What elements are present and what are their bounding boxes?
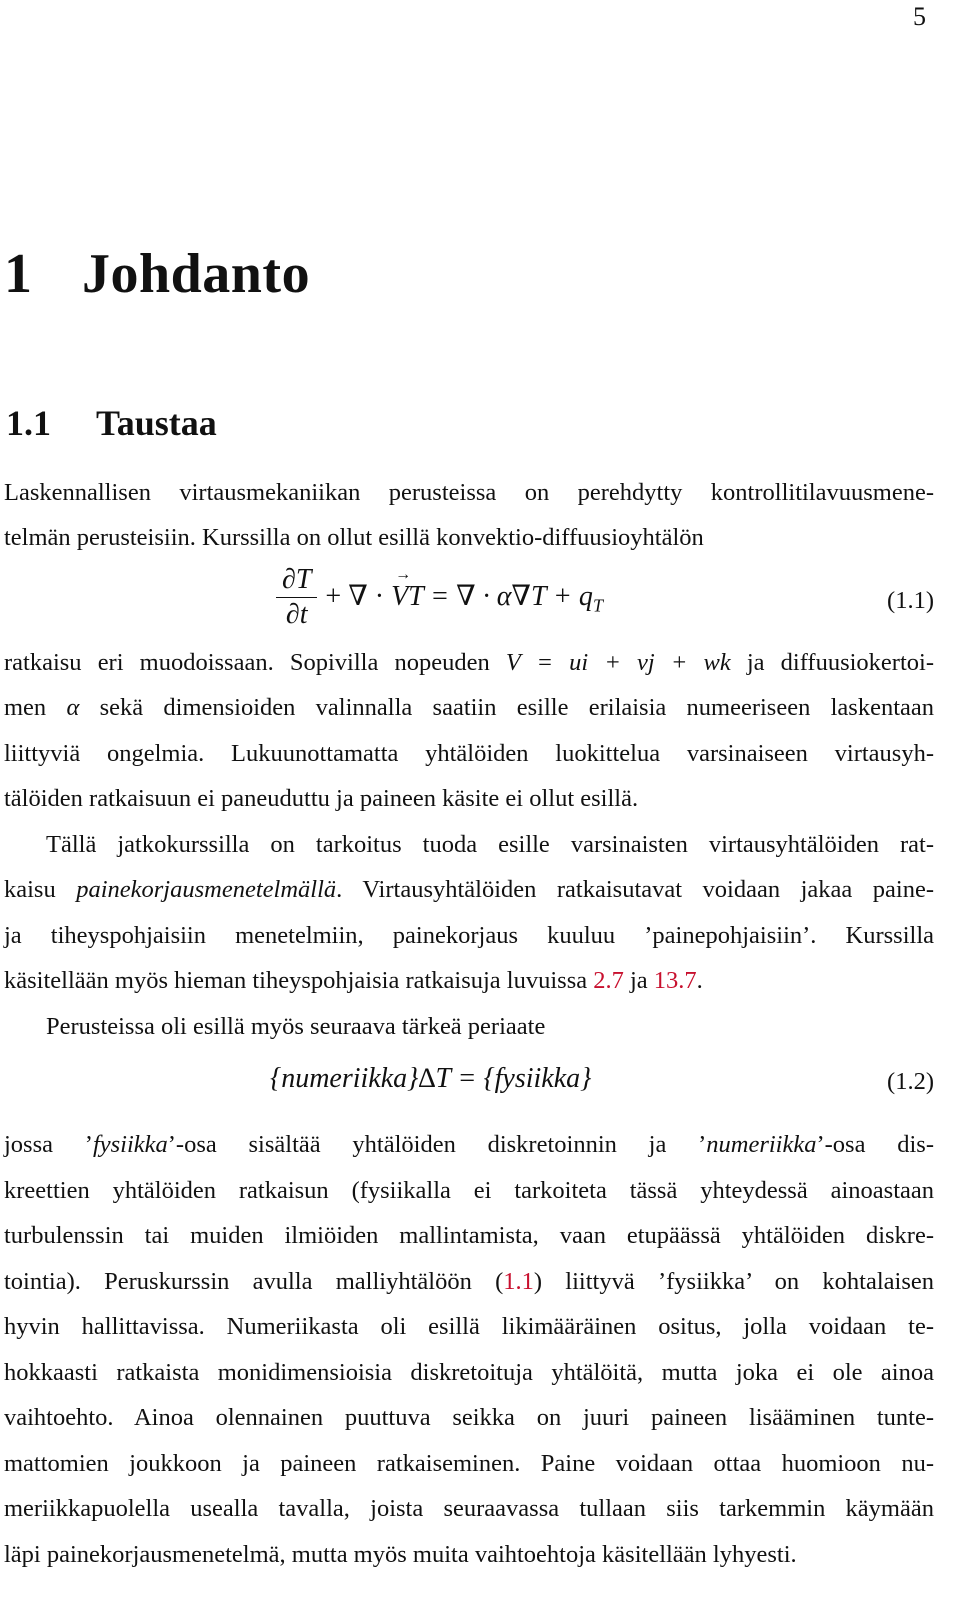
paragraph-line: kreettien yhtälöiden ratkaisun (fysiikalla ei tarkoiteta tässä yhteydessä ainoastaan	[4, 1177, 934, 1204]
equation-ref-link[interactable]: 1.1	[503, 1268, 534, 1295]
math-term: numeriikka	[706, 1131, 817, 1158]
alpha-symbol: α	[66, 694, 80, 721]
text-segment: ja diffuusiokertoi-	[730, 649, 934, 676]
paragraph-line: läpi painekorjausmenetelmä, mutta myös muita vaihtoehtoja käsitellään lyhyesti.	[4, 1541, 797, 1568]
paragraph-line: ja tiheyspohjaisiin menetelmiin, painekorjaus kuuluu ’painepohjaisiin’. Kurssilla	[4, 922, 934, 949]
section-title	[6, 402, 217, 444]
paragraph-line	[4, 1267, 934, 1297]
paragraph-line	[4, 648, 934, 678]
section-title-text: Taustaa	[96, 403, 217, 443]
paragraph-line: meriikkapuolella usealla tavalla, joista seuraavassa tullaan siis tarkemmin käymään	[4, 1495, 934, 1522]
text-segment: ’-osa dis-	[816, 1131, 934, 1158]
text-segment: ratkaisu eri muodoissaan. Sopivilla nopeuden	[4, 649, 506, 676]
equation-1-subscript: T	[592, 595, 603, 616]
text-segment: ) liittyvä ’fysiikka’ on kohtalaisen	[533, 1268, 934, 1295]
text-segment: kaisu	[4, 876, 77, 903]
equation-1-number: (1.1)	[887, 587, 934, 614]
paragraph-line: hokkaasti ratkaista monidimensioisia diskretoituja yhtälöitä, mutta joka ei ole ainoa	[4, 1359, 934, 1386]
fraction-denominator: ∂t	[285, 599, 308, 630]
text-segment: tointia). Peruskurssin avulla malliyhtälöön (	[4, 1268, 504, 1295]
text-segment: sekä dimensioiden valinnalla saatiin esille erilaisia numeeriseen laskentaan	[79, 694, 934, 721]
text-segment: käsitellään myös hieman tiheyspohjaisia ratkaisuja luvuissa	[4, 967, 594, 994]
nabla-operator: + ∇ ·	[325, 580, 392, 612]
paragraph-line	[4, 693, 934, 723]
paragraph-line	[4, 875, 934, 905]
math-term: fysiikka	[92, 1131, 168, 1158]
equation-2: {numeriikka}∆T = {fysiikka}	[270, 1063, 592, 1094]
equation-1	[276, 565, 603, 637]
paragraph-line: mattomien joukkoon ja paineen ratkaiseminen. Paine voidaan ottaa huomioon nu-	[4, 1450, 934, 1477]
fraction-numerator: ∂T	[276, 565, 317, 598]
text-segment: ja	[623, 967, 654, 994]
section-number: 1.1	[6, 403, 51, 443]
paragraph-line: liittyviä ongelmia. Lukuunottamatta yhtälöiden luokittelua varsinaiseen virtausyh-	[4, 740, 934, 767]
paragraph-line	[4, 1130, 934, 1160]
equation-1-rhs	[325, 579, 603, 617]
paragraph-line: vaihtoehto. Ainoa olennainen puuttuva seikka on juuri paineen lisääminen tunte-	[4, 1404, 934, 1431]
chapter-number: 1	[4, 243, 33, 305]
text-segment: ’-osa sisältää yhtälöiden diskretoinnin ja ’	[167, 1131, 707, 1158]
paragraph-line: Perusteissa oli esillä myös seuraava tärkeä periaate	[46, 1013, 546, 1040]
text-segment: . Virtausyhtälöiden ratkaisutavat voidaan jakaa paine-	[336, 876, 934, 903]
section-ref-link[interactable]: 13.7	[653, 967, 697, 994]
equation-2-number: (1.2)	[887, 1068, 934, 1095]
velocity-vector-math: V = ui + vj + wk	[505, 649, 731, 676]
paragraph-line: telmän perusteisiin. Kurssilla on ollut esillä konvektio-diffuusioyhtälön	[4, 524, 704, 551]
chapter-title	[4, 242, 310, 306]
text-segment: men	[4, 694, 67, 721]
emphasis-text: painekorjausmenetelmällä	[76, 876, 337, 903]
page-number: 5	[913, 2, 926, 31]
paragraph-line: Tällä jatkokurssilla on tarkoitus tuoda esille varsinaisten virtausyhtälöiden rat-	[46, 831, 934, 858]
text-segment: jossa ’	[4, 1131, 93, 1158]
paragraph-line: Laskennallisen virtausmekaniikan perusteissa on perehdytty kontrollitilavuusmene-	[4, 479, 934, 506]
equation-1-body: T = ∇ · α∇T + q	[408, 580, 593, 612]
chapter-title-text: Johdanto	[82, 243, 311, 305]
section-ref-link[interactable]: 2.7	[593, 967, 624, 994]
partial-fraction	[276, 565, 317, 630]
vector-v: → V	[391, 581, 408, 613]
paragraph-line: turbulenssin tai muiden ilmiöiden mallintamista, vaan etupäässä yhtälöiden diskre-	[4, 1222, 934, 1249]
paragraph-line: tälöiden ratkaisuun ei paneuduttu ja paineen käsite ei ollut esillä.	[4, 785, 639, 812]
paragraph-line: hyvin hallittavissa. Numeriikasta oli esillä likimääräinen ositus, jolla voidaan te-	[4, 1313, 934, 1340]
paragraph-line	[4, 966, 934, 996]
text-segment: .	[696, 967, 703, 994]
